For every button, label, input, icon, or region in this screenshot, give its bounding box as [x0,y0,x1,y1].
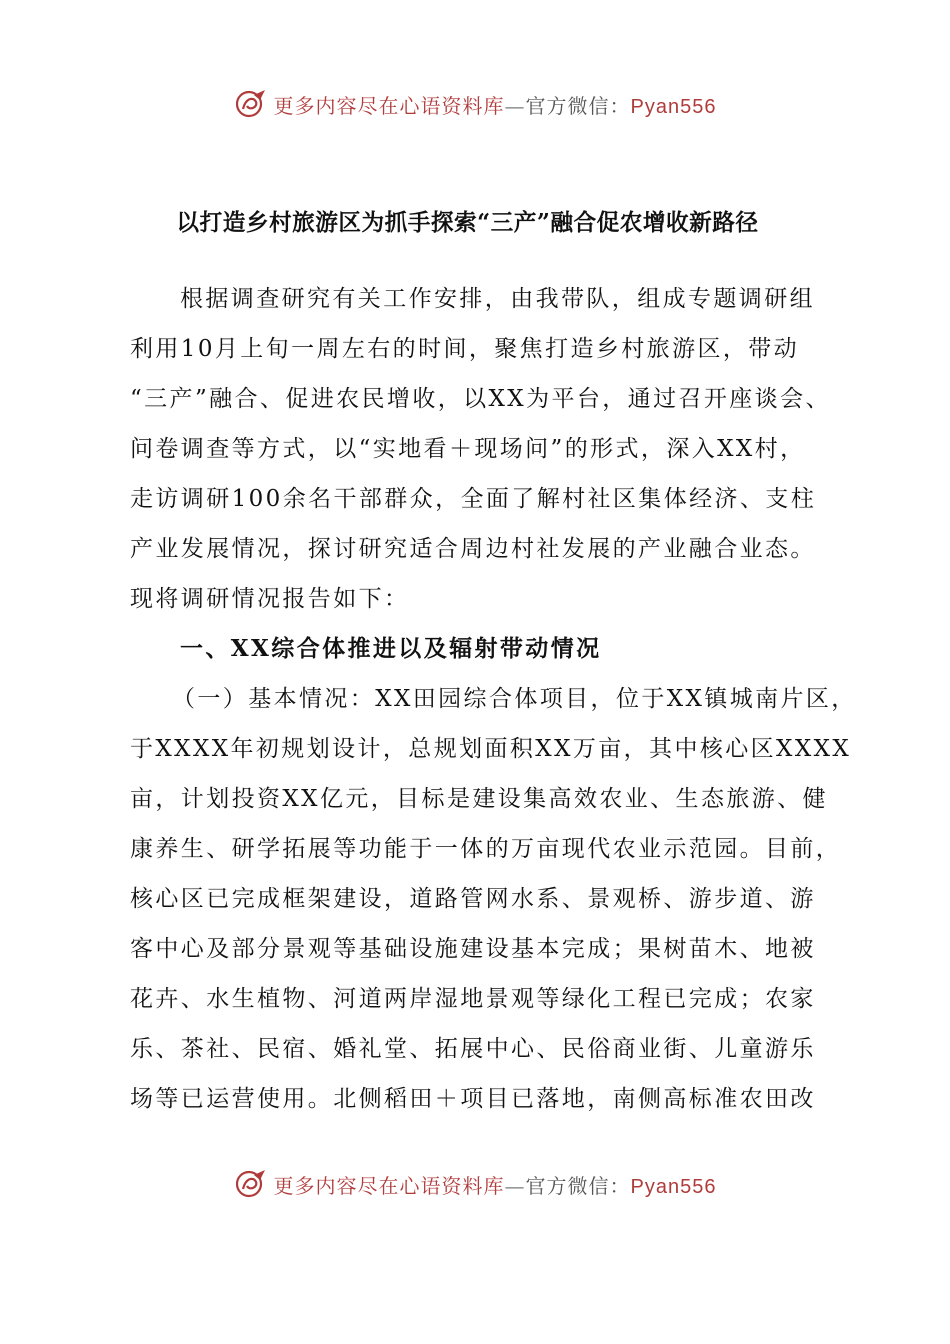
body-line: “三产”融合、促进农民增收，以XX为平台，通过召开座谈会、 [130,386,831,412]
body-line: （一）基本情况：XX田园综合体项目，位于XX镇城南片区， [172,686,857,712]
body-line: 康养生、研学拓展等功能于一体的万亩现代农业示范园。目前， [130,836,842,862]
footer-banner [0,1164,950,1204]
banner-dash: — [504,93,526,118]
logo-icon [234,1167,268,1201]
body-line: 现将调研情况报告如下： [130,586,410,612]
logo-icon [234,87,268,121]
body-line: 问卷调查等方式，以“实地看＋现场问”的形式，深入XX村， [130,436,806,462]
banner-dash: — [504,1173,526,1198]
banner-wechat-id: Pyan556 [630,1175,717,1198]
document-title: 以打造乡村旅游区为抓手探索“三产”融合促农增收新路径 [176,209,759,236]
body-line: 花卉、水生植物、河道两岸湿地景观等绿化工程已完成；农家 [130,986,816,1012]
body-line: 利用10月上旬一周左右的时间，聚焦打造乡村旅游区，带动 [130,336,800,362]
banner-wechat-label: 官方微信： [525,1173,631,1198]
body-line: 走访调研100余名干部群众，全面了解村社区集体经济、支柱 [130,486,817,512]
body-line: 根据调查研究有关工作安排，由我带队，组成专题调研组 [180,286,815,312]
banner-text [274,1170,717,1199]
body-line: 乐、茶社、民宿、婚礼堂、拓展中心、民俗商业街、儿童游乐 [130,1036,816,1062]
body-line: 产业发展情况，探讨研究适合周边村社发展的产业融合业态。 [130,536,816,562]
banner-main-text: 更多内容尽在心语资料库 [273,1173,505,1198]
body-line: 亩，计划投资XX亿元，目标是建设集高效农业、生态旅游、健 [130,786,828,812]
banner-wechat-label: 官方微信： [525,93,631,118]
banner-text [274,90,717,119]
header-banner [0,84,950,124]
body-line: 客中心及部分景观等基础设施建设基本完成；果树苗木、地被 [130,936,816,962]
body-line: 核心区已完成框架建设，道路管网水系、景观桥、游步道、游 [130,886,816,912]
banner-main-text: 更多内容尽在心语资料库 [273,93,505,118]
section-heading: 一、XX综合体推进以及辐射带动情况 [180,635,602,662]
banner-wechat-id: Pyan556 [630,95,717,118]
body-line: 场等已运营使用。北侧稻田＋项目已落地，南侧高标准农田改 [130,1086,816,1112]
body-line: 于XXXX年初规划设计，总规划面积XX万亩，其中核心区XXXX [130,736,852,762]
